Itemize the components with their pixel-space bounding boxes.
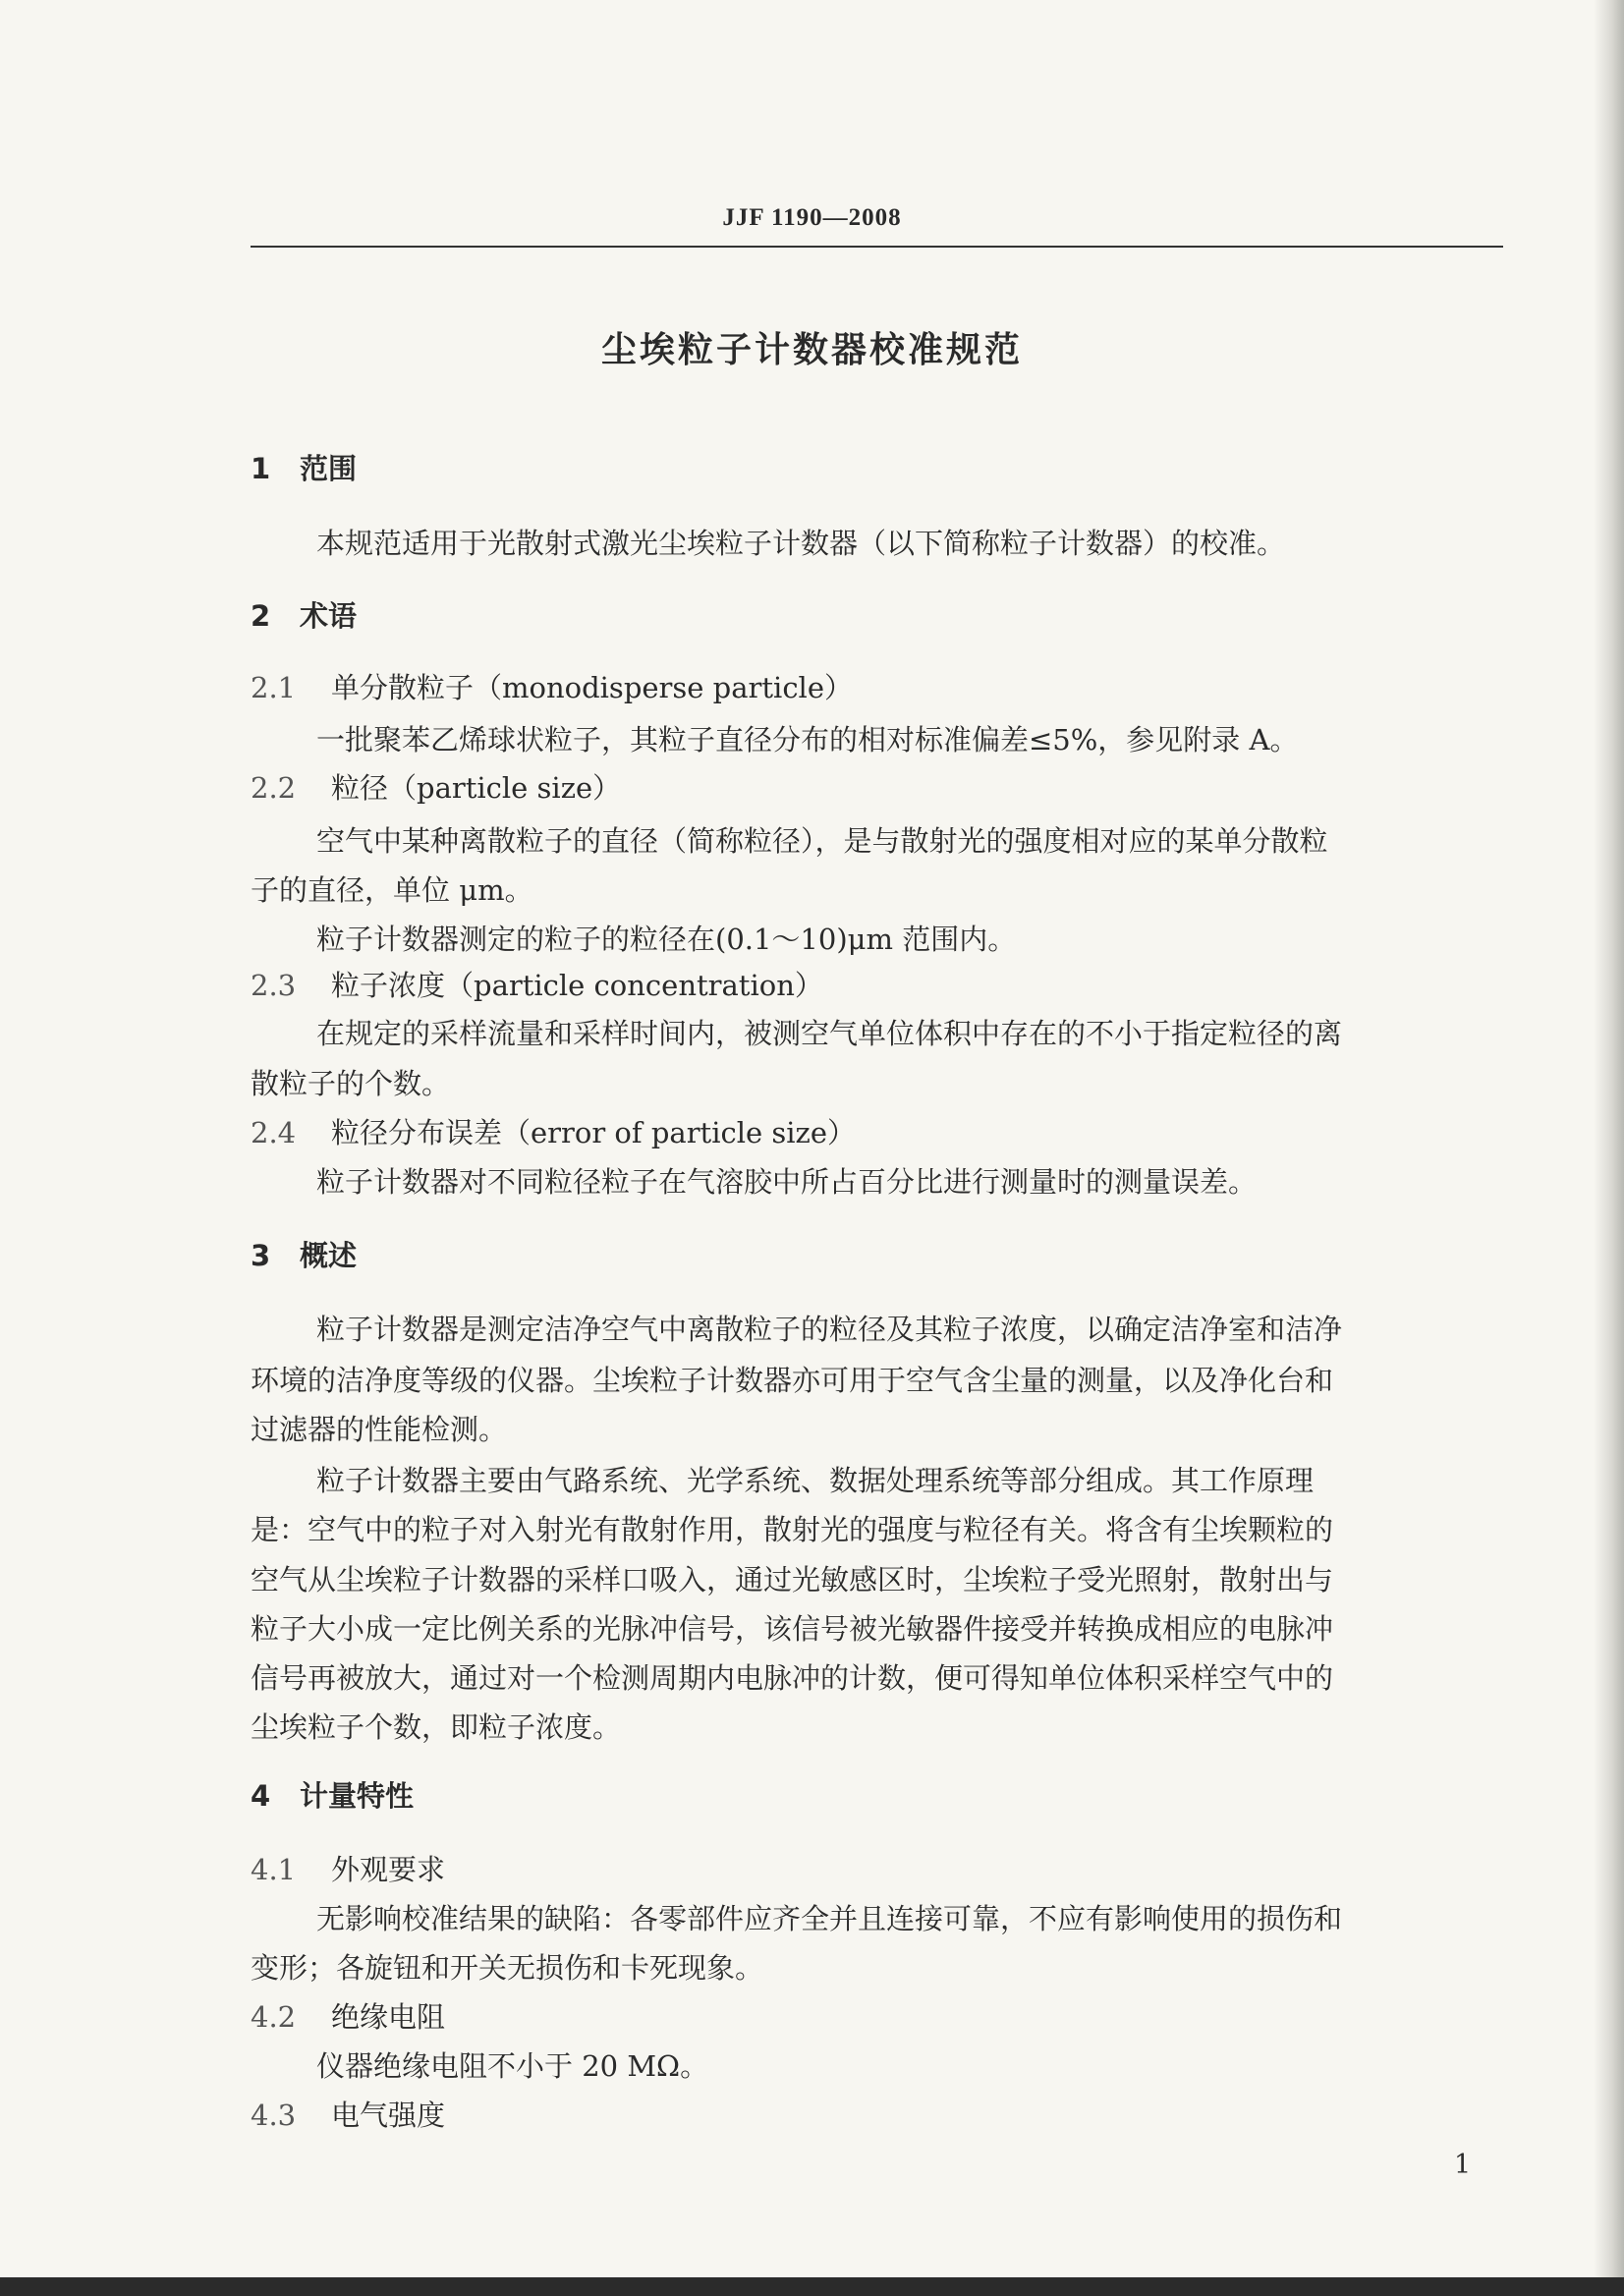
header-rule (251, 246, 1503, 248)
subsection-4-3-heading: 4.3 电气强度 (251, 2099, 446, 2132)
section-2-heading: 2 术语 (251, 599, 358, 633)
section-3-text-line: 粒子大小成一定比例关系的光脉冲信号，该信号被光敏器件接受并转换成相应的电脉冲 (251, 1612, 1334, 1646)
subsection-4-1-heading: 4.1 外观要求 (251, 1853, 446, 1886)
subsection-2-4-heading: 2.4 粒径分布误差（error of particle size） (251, 1116, 856, 1149)
section-1-heading: 1 范围 (251, 452, 358, 485)
section-3-text-line: 过滤器的性能检测。 (251, 1413, 508, 1446)
subsection-2-3-heading: 2.3 粒子浓度（particle concentration） (251, 969, 823, 1002)
section-3-text-line: 尘埃粒子个数，即粒子浓度。 (251, 1710, 622, 1744)
subsection-2-1-text: 一批聚苯乙烯球状粒子，其粒子直径分布的相对标准偏差≤5%，参见附录 A。 (316, 723, 1299, 756)
subsection-4-2-text-line: 仪器绝缘电阻不小于 20 MΩ。 (316, 2049, 709, 2083)
subsection-2-3-text-line: 散粒子的个数。 (251, 1067, 451, 1100)
section-3-text-line: 粒子计数器主要由气路系统、光学系统、数据处理系统等部分组成。其工作原理 (316, 1464, 1315, 1497)
subsection-4-2-heading: 4.2 绝缘电阻 (251, 2000, 446, 2034)
section-3-text-line: 粒子计数器是测定洁净空气中离散粒子的粒径及其粒子浓度，以确定洁净室和洁净 (316, 1313, 1343, 1346)
subsection-4-1-text-line: 无影响校准结果的缺陷：各零部件应齐全并且连接可靠，不应有影响使用的损伤和 (316, 1902, 1343, 1935)
page-number: 1 (1454, 2150, 1472, 2180)
section-1-paragraph: 本规范适用于光散射式激光尘埃粒子计数器（以下简称粒子计数器）的校准。 (316, 527, 1286, 560)
section-3-heading: 3 概述 (251, 1239, 358, 1272)
scan-edge-bottom (0, 2277, 1624, 2296)
subsection-4-1-text-line: 变形；各旋钮和开关无损伤和卡死现象。 (251, 1951, 764, 1985)
subsection-2-2-text-line: 空气中某种离散粒子的直径（简称粒径），是与散射光的强度相对应的某单分散粒 (316, 824, 1328, 858)
subsection-2-1-heading: 2.1 单分散粒子（monodisperse particle） (251, 671, 853, 704)
subsection-2-3-text-line: 在规定的采样流量和采样时间内，被测空气单位体积中存在的不小于指定粒径的离 (316, 1017, 1343, 1050)
subsection-2-2-heading: 2.2 粒径（particle size） (251, 771, 622, 805)
document-title: 尘埃粒子计数器校准规范 (600, 330, 1023, 370)
subsection-2-2-text-line: 子的直径，单位 μm。 (251, 873, 533, 907)
section-3-text-line: 是：空气中的粒子对入射光有散射作用，散射光的强度与粒径有关。将含有尘埃颗粒的 (251, 1513, 1334, 1546)
subsection-2-4-text-line: 粒子计数器对不同粒径粒子在气溶胶中所占百分比进行测量时的测量误差。 (316, 1165, 1258, 1199)
section-3-text-line: 环境的洁净度等级的仪器。尘埃粒子计数器亦可用于空气含尘量的测量，以及净化台和 (251, 1364, 1334, 1397)
subsection-2-2-text-line: 粒子计数器测定的粒子的粒径在(0.1～10)μm 范围内。 (316, 923, 1017, 956)
scan-edge-right (1594, 0, 1624, 2296)
section-3-text-line: 空气从尘埃粒子计数器的采样口吸入，通过光敏感区时，尘埃粒子受光照射，散射出与 (251, 1563, 1334, 1596)
document-header: JJF 1190—2008 (722, 204, 902, 231)
section-4-heading: 4 计量特性 (251, 1779, 415, 1813)
section-3-text-line: 信号再被放大，通过对一个检测周期内电脉冲的计数，便可得知单位体积采样空气中的 (251, 1661, 1334, 1695)
